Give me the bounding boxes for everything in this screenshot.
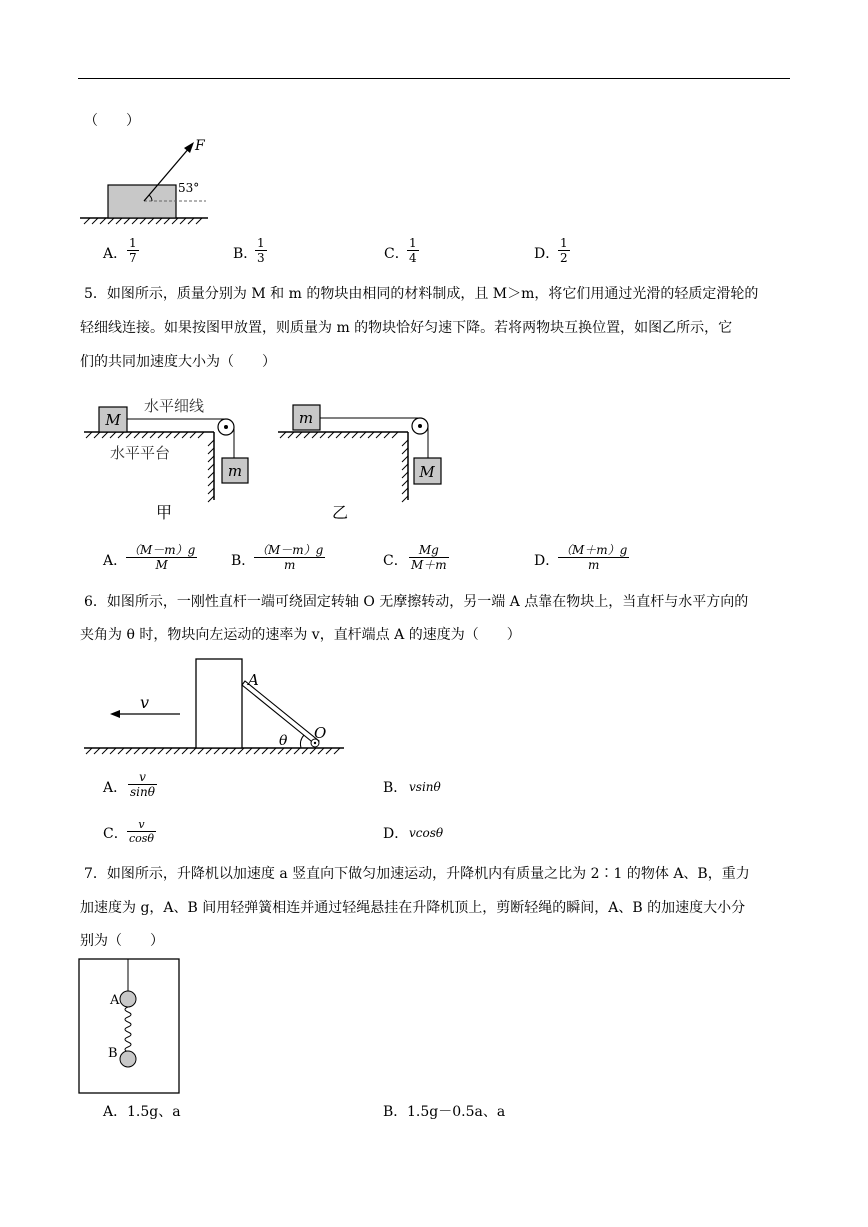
ball-b bbox=[120, 1051, 136, 1067]
option-b-fraction: $\frac{(M-m)g}{m}$ bbox=[256, 543, 324, 572]
option-a-fraction: $\frac{(M-m)g}{M}$ bbox=[128, 543, 196, 572]
label-table: 水平平台 bbox=[110, 444, 171, 462]
ground-hatch bbox=[84, 218, 202, 224]
option-d-fraction: $\frac{1}{2}$ bbox=[560, 236, 568, 265]
option-c-label: C． bbox=[103, 826, 128, 842]
option-b-text: 1.5g－0.5a、a bbox=[407, 1104, 506, 1120]
option-b-fraction: $\frac{1}{3}$ bbox=[257, 236, 265, 265]
option-a-fraction: $\frac{1}{7}$ bbox=[129, 236, 137, 265]
option-d-fraction: $\frac{(M+m)g}{m}$ bbox=[560, 543, 628, 572]
option-d-label: D． bbox=[383, 826, 409, 842]
option-b-text: vsinθ bbox=[409, 780, 441, 794]
q4-answer-bracket: （ ） bbox=[84, 113, 140, 129]
force-label: F bbox=[195, 138, 205, 154]
ball-a-label: A bbox=[110, 993, 120, 1008]
q7-stem-line-1: 7．如图所示，升降机以加速度 a 竖直向下做匀加速运动，升降机内有质量之比为 2∶1 的物体 A、B，重力 bbox=[84, 866, 750, 882]
option-c-fraction: $\frac{Mg}{M+m}$ bbox=[411, 543, 447, 572]
option-b-label: B． bbox=[231, 553, 256, 569]
point-o-label: O bbox=[314, 724, 327, 742]
ball-a bbox=[120, 991, 136, 1007]
q7-stem-line-3: 别为（ ） bbox=[80, 933, 164, 949]
block-M-left-label: M bbox=[105, 411, 121, 429]
q6-figure bbox=[82, 655, 352, 760]
q5-figure bbox=[82, 390, 462, 530]
theta-label: θ bbox=[279, 733, 288, 749]
q6-stem-line-2: 夹角为 θ 时，物块向左运动的速率为 v，直杆端点 A 的速度为（ ） bbox=[80, 627, 521, 643]
option-d-label: D． bbox=[534, 553, 560, 569]
velocity-label: v bbox=[140, 693, 150, 712]
q5-stem-line-2: 轻细线连接。如果按图甲放置，则质量为 m 的物块恰好匀速下降。若将两物块互换位置，如图乙所示，它 bbox=[80, 320, 733, 336]
option-b-label: B． bbox=[383, 780, 408, 796]
option-b-label: B． bbox=[233, 246, 258, 262]
option-a-fraction: $\frac{v}{\sin\theta}$ bbox=[130, 770, 155, 799]
point-a-label: A bbox=[248, 671, 259, 689]
q7-stem-line-2: 加速度为 g，A、B 间用轻弹簧相连并通过轻绳悬挂在升降机顶上，剪断轻绳的瞬间，A、B 的加速度大小分 bbox=[80, 900, 746, 916]
angle-arc bbox=[300, 735, 304, 748]
option-a-label: A． bbox=[103, 780, 128, 796]
angle-label: 53° bbox=[178, 181, 200, 195]
option-a-label: A． bbox=[103, 1104, 128, 1120]
block-M-right-label: M bbox=[419, 463, 435, 481]
option-d-text: vcosθ bbox=[409, 826, 444, 840]
q4-figure bbox=[78, 130, 218, 225]
block-m-left-label: m bbox=[227, 462, 243, 480]
option-b-label: B． bbox=[383, 1104, 408, 1120]
caption-right: 乙 bbox=[332, 503, 349, 522]
option-d-label: D． bbox=[534, 246, 560, 262]
option-c-fraction: $\frac{v}{\cos\theta}$ bbox=[129, 818, 155, 845]
label-string: 水平细线 bbox=[144, 397, 205, 415]
option-a-label: A． bbox=[103, 246, 128, 262]
block-m-right-label: m bbox=[298, 409, 314, 427]
option-a-text: 1.5g、a bbox=[127, 1104, 181, 1120]
ball-b-label: B bbox=[108, 1046, 118, 1061]
option-c-label: C． bbox=[383, 553, 408, 569]
q6-stem-line-1: 6．如图所示，一刚性直杆一端可绕固定转轴 O 无摩擦转动，另一端 A 点靠在物块上，当直杆与水平方向的 bbox=[84, 594, 749, 610]
option-a-label: A． bbox=[103, 553, 128, 569]
header-rule bbox=[78, 78, 790, 79]
velocity-arrowhead bbox=[110, 710, 120, 718]
q7-figure bbox=[78, 958, 182, 1096]
block bbox=[196, 659, 242, 748]
option-c-label: C． bbox=[384, 246, 409, 262]
option-c-fraction: $\frac{1}{4}$ bbox=[409, 236, 417, 265]
caption-left: 甲 bbox=[156, 503, 173, 522]
q5-stem-line-3: 们的共同加速度大小为（ ） bbox=[80, 354, 276, 370]
q5-stem-line-1: 5．如图所示，质量分别为 M 和 m 的物块由相同的材料制成，且 M＞m，将它们用通过光滑的轻质定滑轮的 bbox=[84, 286, 759, 302]
